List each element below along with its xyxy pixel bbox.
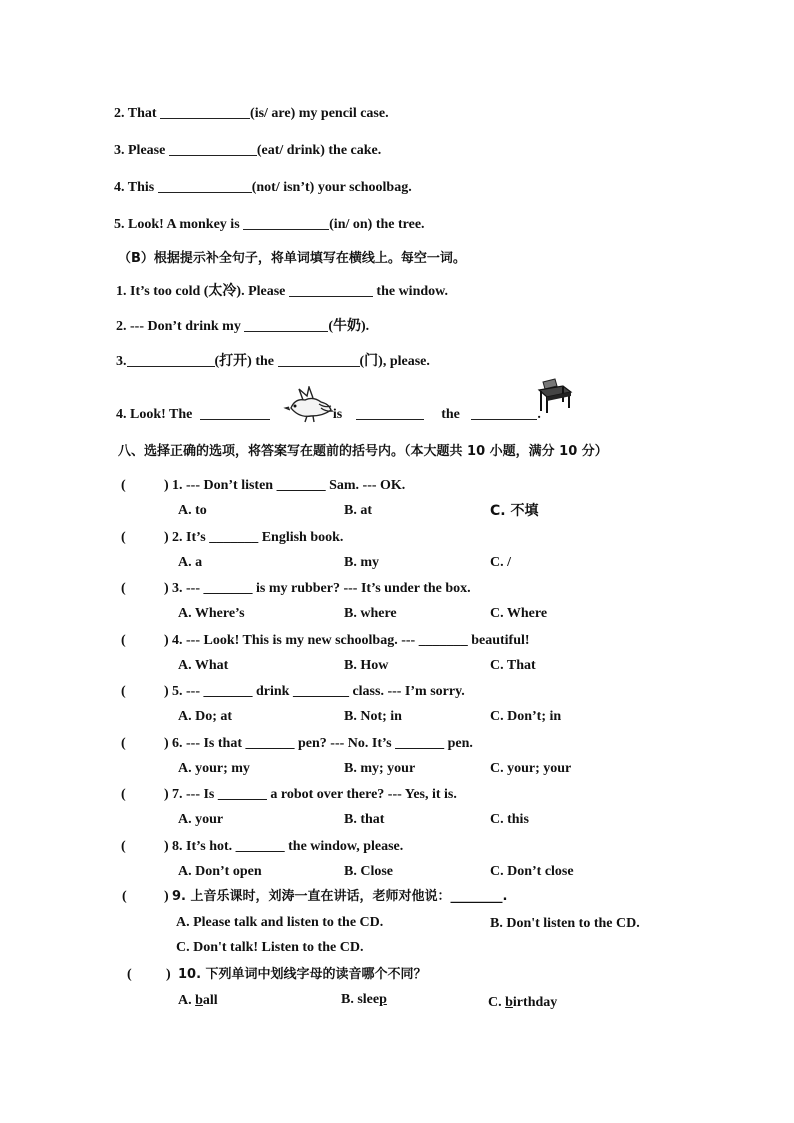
answer-bracket-open[interactable]: ( bbox=[121, 838, 126, 854]
answer-blank[interactable] bbox=[160, 104, 250, 119]
option-a[interactable]: A. a bbox=[178, 554, 203, 570]
part-b-heading: （B）根据提示补全句子，将单词填写在横线上。每空一词。 bbox=[118, 251, 466, 266]
fill-line-3 bbox=[114, 141, 381, 160]
option-c[interactable]: C. Don’t close bbox=[490, 863, 574, 879]
option-rest: irthday bbox=[512, 995, 558, 1010]
option-b[interactable]: B. my; your bbox=[344, 760, 416, 776]
option-a[interactable]: A. Don’t open bbox=[178, 863, 262, 879]
answer-bracket-open[interactable]: ( bbox=[121, 529, 126, 545]
option-b[interactable]: B. Close bbox=[344, 863, 393, 879]
option-label: B. slee bbox=[341, 992, 380, 1007]
option-b[interactable]: B. Not; in bbox=[344, 709, 402, 724]
period: . bbox=[537, 407, 541, 422]
answer-bracket-open[interactable]: ( bbox=[122, 889, 127, 904]
q10-option-a[interactable] bbox=[178, 992, 218, 1010]
answer-bracket-close: ) bbox=[164, 581, 169, 596]
fill-line-2 bbox=[114, 104, 389, 123]
option-c[interactable]: C. 不填 bbox=[490, 503, 539, 519]
answer-bracket-close: ) bbox=[164, 478, 169, 493]
answer-blank[interactable] bbox=[127, 352, 215, 367]
sentence-start: 1. It’s too cold (太冷). Please bbox=[116, 284, 286, 299]
answer-bracket-open[interactable]: ( bbox=[121, 581, 126, 596]
question-stem: 4. --- Look! This is my new schoolbag. --- _______ beautiful! bbox=[172, 632, 530, 648]
q9-option-a[interactable]: A. Please talk and listen to the CD. bbox=[176, 915, 384, 930]
fill-line-4 bbox=[114, 178, 412, 197]
sentence-end: (not/ isn’t) your schoolbag. bbox=[251, 180, 412, 195]
answer-blank[interactable] bbox=[356, 405, 424, 420]
question-stem: 6. --- Is that _______ pen? --- No. It’s _______ pen. bbox=[172, 735, 473, 751]
answer-bracket-close: ) bbox=[164, 838, 169, 854]
option-c[interactable]: C. Don’t; in bbox=[490, 709, 562, 724]
option-label: C. bbox=[488, 995, 502, 1010]
question-stem: 8. It’s hot. _______ the window, please. bbox=[172, 838, 404, 854]
bird-icon bbox=[283, 386, 335, 424]
answer-bracket-close: ) bbox=[164, 889, 169, 904]
sentence-end: (eat/ drink) the cake. bbox=[256, 143, 382, 158]
answer-blank[interactable] bbox=[200, 405, 270, 420]
word-the: the bbox=[441, 407, 460, 422]
option-c[interactable]: C. / bbox=[490, 554, 511, 570]
hint-door: (门), please. bbox=[359, 354, 430, 369]
part-b-q2 bbox=[116, 317, 369, 336]
question-stem: 1. --- Don’t listen _______ Sam. --- OK. bbox=[172, 478, 406, 493]
option-c[interactable]: C. Where bbox=[490, 606, 548, 621]
option-a[interactable]: A. your bbox=[178, 812, 224, 827]
answer-bracket-open[interactable]: ( bbox=[121, 787, 126, 802]
q9-option-b[interactable]: B. Don't listen to the CD. bbox=[490, 916, 640, 931]
answer-bracket-open[interactable]: ( bbox=[121, 632, 126, 648]
desk-icon bbox=[537, 378, 573, 414]
underlined-letter: b bbox=[505, 995, 513, 1010]
option-b[interactable]: B. my bbox=[344, 554, 379, 570]
section-8-heading: 八、选择正确的选项，将答案写在题前的括号内。（本大题共 10 小题，满分 10 分） bbox=[118, 444, 608, 459]
option-c[interactable]: C. That bbox=[490, 657, 536, 673]
part-b-q1 bbox=[116, 282, 448, 301]
option-a[interactable]: A. Where’s bbox=[178, 606, 245, 621]
answer-bracket-close: ) bbox=[164, 529, 169, 545]
answer-bracket-close: ) bbox=[164, 632, 169, 648]
question-stem: 3. --- _______ is my rubber? --- It’s under the box. bbox=[172, 581, 471, 596]
part-b-q3 bbox=[116, 352, 430, 371]
answer-bracket-close: ) bbox=[164, 787, 169, 802]
question-number: 3. bbox=[116, 354, 127, 369]
option-b[interactable]: B. How bbox=[344, 657, 389, 673]
answer-bracket-open[interactable]: ( bbox=[121, 478, 126, 493]
sentence-start: 2. --- Don’t drink my bbox=[116, 319, 241, 334]
q10-option-b[interactable] bbox=[341, 991, 387, 1009]
option-a[interactable]: A. What bbox=[178, 657, 229, 673]
option-c[interactable]: C. your; your bbox=[490, 760, 572, 776]
q9-option-c[interactable]: C. Don't talk! Listen to the CD. bbox=[176, 940, 364, 955]
answer-bracket-open[interactable]: ( bbox=[121, 735, 126, 751]
answer-blank[interactable] bbox=[169, 141, 257, 156]
option-label: A. bbox=[178, 993, 192, 1008]
answer-blank[interactable] bbox=[158, 178, 252, 193]
question-stem: 2. It’s _______ English book. bbox=[172, 529, 344, 545]
sentence-end: (is/ are) my pencil case. bbox=[250, 106, 389, 121]
answer-bracket-open[interactable]: ( bbox=[121, 684, 126, 699]
sentence-start: 5. Look! A monkey is bbox=[114, 217, 240, 232]
answer-bracket-close: ) bbox=[166, 967, 171, 982]
sentence-start: 4. Look! The bbox=[116, 407, 193, 422]
option-c[interactable]: C. this bbox=[490, 812, 529, 827]
option-a[interactable]: A. your; my bbox=[178, 760, 250, 776]
hint-open: (打开) the bbox=[214, 354, 274, 369]
sentence-end: the window. bbox=[376, 284, 448, 299]
option-b[interactable]: B. at bbox=[344, 503, 372, 518]
q10-stem: 10. 下列单词中划线字母的读音哪个不同？ bbox=[178, 967, 427, 982]
sentence-end: (in/ on) the tree. bbox=[329, 217, 425, 232]
q10-option-c[interactable] bbox=[488, 994, 557, 1012]
answer-bracket-close: ) bbox=[164, 684, 169, 699]
question-stem: 5. --- _______ drink ________ class. --- I’m sorry. bbox=[172, 684, 465, 699]
sentence-start: 4. This bbox=[114, 180, 155, 195]
fill-line-5 bbox=[114, 215, 425, 234]
sentence-start: 2. That bbox=[114, 106, 157, 121]
underlined-letter: b bbox=[195, 993, 203, 1008]
answer-bracket-close: ) bbox=[164, 735, 169, 751]
option-a[interactable]: A. Do; at bbox=[178, 709, 233, 724]
option-a[interactable]: A. to bbox=[178, 503, 207, 518]
q9-stem: 9. 上音乐课时，刘涛一直在讲话，老师对他说：________. bbox=[172, 889, 508, 904]
question-stem: 7. --- Is _______ a robot over there? --- Yes, it is. bbox=[172, 787, 457, 802]
answer-blank[interactable] bbox=[289, 282, 373, 297]
sentence-start: 3. Please bbox=[114, 143, 166, 158]
answer-blank[interactable] bbox=[244, 317, 328, 332]
answer-blank[interactable] bbox=[243, 215, 329, 230]
answer-bracket-open[interactable]: ( bbox=[127, 967, 132, 982]
option-b[interactable]: B. where bbox=[344, 606, 397, 621]
underlined-letter: p bbox=[379, 992, 387, 1007]
sentence-end: (牛奶). bbox=[328, 319, 370, 334]
option-rest: all bbox=[202, 993, 218, 1008]
option-b[interactable]: B. that bbox=[344, 812, 385, 827]
answer-blank[interactable] bbox=[278, 352, 360, 367]
word-is: is bbox=[332, 407, 343, 422]
answer-blank[interactable] bbox=[471, 405, 537, 420]
